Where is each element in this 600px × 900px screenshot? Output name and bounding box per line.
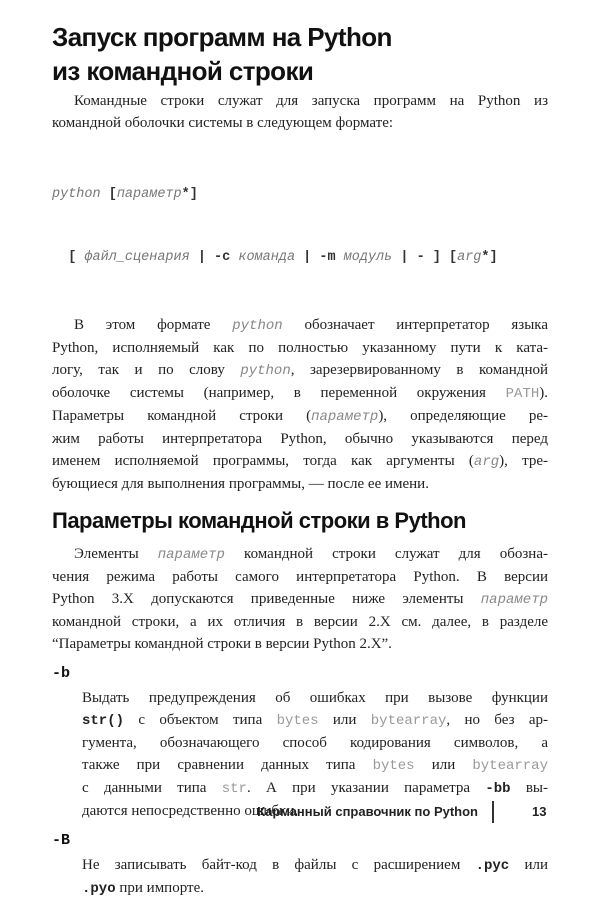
text-run: python (52, 187, 109, 202)
text-run: бующиеся для выполнения программы, — после ее имени. (52, 476, 429, 492)
text-run: параметр (311, 409, 379, 425)
text-run: при импорте. (115, 880, 204, 896)
page-title (52, 20, 548, 88)
text-line (52, 588, 548, 611)
text-run: чения режима работы самого интерпретатора Python. В версии (52, 569, 548, 585)
text-run: гумента, обозначающего способ кодирования символов, а (82, 735, 548, 751)
text-run: str (221, 781, 247, 797)
text-run: arg (473, 454, 500, 470)
text-run: параметр (480, 592, 548, 608)
text-line (52, 450, 548, 473)
text-run: .pyc (475, 858, 510, 874)
text-line (82, 687, 548, 709)
text-run: командной строки, а их отличия в версии 2.X см. далее, в разделе (52, 614, 548, 630)
intro-paragraph (52, 90, 548, 134)
text-run: В этом формате (74, 317, 233, 333)
text-line (82, 877, 548, 900)
text-run: *] (181, 187, 198, 202)
option-b-description (82, 687, 548, 822)
text-run: Командные строки служат для запуска программ на Python из (74, 93, 548, 109)
option-B-description (82, 854, 548, 900)
text-run: или (318, 712, 371, 728)
page-number: 13 (532, 804, 547, 819)
text-run: Выдать предупреждения об ошибках при вызове функции (82, 690, 548, 706)
text-run: Python, исполняемый как по полностью указанному пути к ката- (52, 340, 548, 356)
text-run: | -m (295, 250, 344, 265)
text-run: Элементы (74, 546, 158, 562)
text-line (52, 473, 548, 495)
option-b-name: -b (52, 665, 71, 682)
text-run: .pyo (82, 881, 116, 897)
text-run: также при сравнении данных типа (82, 757, 373, 773)
text-line (82, 732, 548, 754)
text-line (52, 90, 548, 112)
text-run: обозначает интерпретатор языка (282, 317, 549, 333)
text-run: ), определяющие ре- (378, 408, 548, 424)
text-run: параметр (157, 547, 225, 563)
text-run: python (240, 363, 291, 379)
text-run: жим работы интерпретатора Python, обычно указываются перед (52, 431, 548, 447)
text-line (82, 854, 548, 877)
text-run: *] (481, 250, 498, 265)
text-run: [ (108, 187, 117, 202)
text-run: bytearray (472, 758, 548, 774)
page-title-line-2: из командной строки (52, 56, 314, 86)
text-run: командной оболочки системы в следующем формате: (52, 115, 394, 131)
text-line (52, 337, 548, 359)
text-run: ), тре- (499, 453, 548, 469)
text-run: | -c (189, 250, 239, 265)
text-line (52, 382, 548, 405)
text-run: bytes (276, 713, 319, 729)
text-run: ). (539, 385, 548, 401)
text-run: Параметры командной строки ( (52, 408, 312, 424)
option-B-name: -B (52, 832, 71, 849)
text-run: логу, так и по слову (52, 362, 241, 378)
page-body (52, 20, 548, 900)
text-run: или (414, 757, 473, 773)
format-explanation-paragraph (52, 314, 548, 495)
text-run: с данными типа (82, 780, 222, 796)
text-line (82, 754, 548, 777)
text-run: , но без ар- (446, 712, 548, 728)
text-run: файл_сценария (84, 250, 190, 265)
syntax-code-block (52, 142, 548, 310)
text-run: именем исполняемой программы, тогда как аргументы ( (52, 453, 474, 469)
text-line (52, 314, 548, 337)
footer-book-title: Карманный справочник по Python (257, 804, 478, 819)
text-run: команда (238, 250, 296, 265)
text-run: , зарезервированному в командной (290, 362, 548, 378)
text-run: Не записывать байт-код в файлы с расширением (82, 857, 476, 873)
text-run: | - ] [ (392, 250, 458, 265)
text-run: или (509, 857, 548, 873)
text-line (52, 359, 548, 382)
page-footer (0, 803, 600, 823)
text-run: bytearray (370, 713, 447, 729)
text-line (52, 405, 548, 428)
text-run: параметр (116, 187, 182, 202)
text-run: . А при указании параметра (246, 780, 486, 796)
text-line (52, 566, 548, 588)
text-line (52, 633, 548, 655)
text-run: str() (82, 713, 125, 729)
syntax-line-2 (52, 247, 548, 268)
footer-divider (492, 801, 494, 823)
section-heading: Параметры командной строки в Python (52, 508, 466, 533)
text-line (52, 428, 548, 450)
text-run: bytes (372, 758, 415, 774)
text-line (52, 112, 548, 134)
text-run: оболочке системы (например, в переменной окружения (52, 385, 506, 401)
section-intro-paragraph (52, 543, 548, 655)
text-line (82, 709, 548, 732)
text-run: командной строки служат для обозна- (224, 546, 548, 562)
text-line (52, 543, 548, 566)
text-run: вы- (510, 780, 548, 796)
page-title-line-1: Запуск программ на Python (52, 22, 392, 52)
text-run: с объектом типа (124, 712, 277, 728)
text-run: [ (52, 250, 85, 265)
text-run: -bb (485, 781, 511, 797)
syntax-line-1 (52, 184, 548, 205)
text-run: arg (457, 250, 482, 265)
text-run: “Параметры командной строки в версии Python 2.X”. (52, 636, 392, 652)
text-run: Python 3.X допускаются приведенные ниже элементы (52, 591, 481, 607)
text-line (82, 777, 548, 800)
text-run: даются непосредственно ошибки. (82, 803, 299, 819)
text-line (52, 611, 548, 633)
text-run: PATH (505, 386, 540, 402)
text-run: модуль (343, 250, 393, 265)
text-run: python (232, 318, 283, 334)
